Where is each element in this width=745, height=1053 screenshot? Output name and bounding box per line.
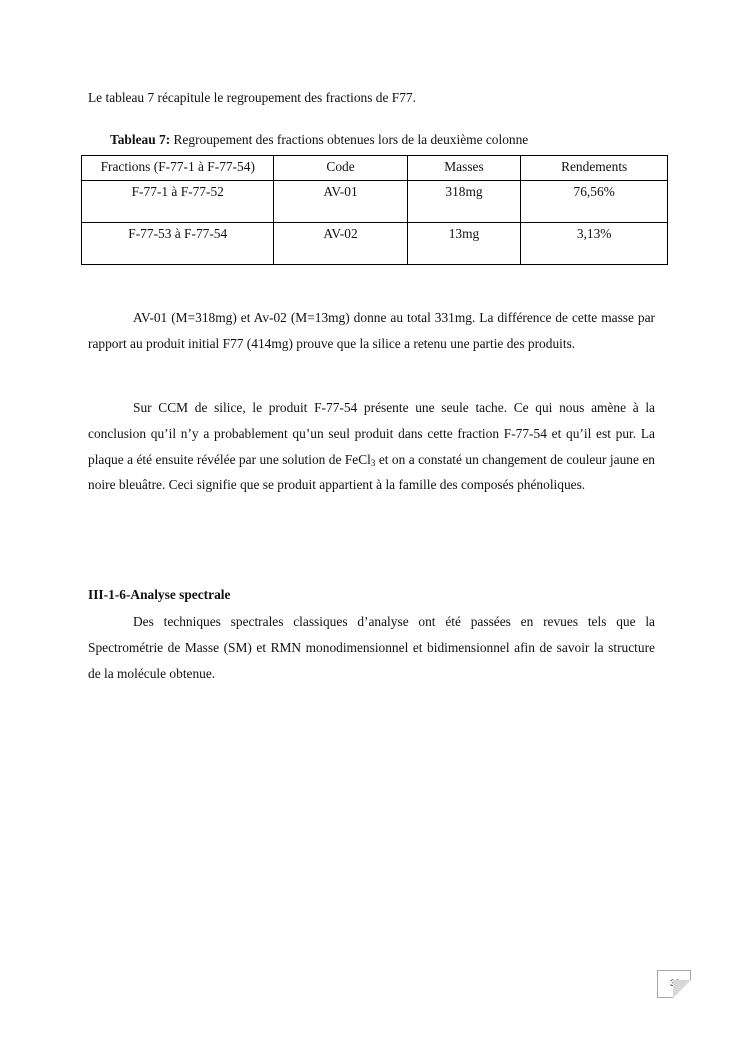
table-row [82,181,668,223]
cell-masses: 13mg [407,223,521,265]
paragraph-ccm [88,395,655,498]
page-number-box [657,970,691,998]
paragraph-ccm-text-end: et on a constaté un changement de couleur jaune en noire bleuâtre. Ceci signifie que se produit appartient à la famille des composés phénoliques. [88,451,655,493]
table-caption [110,131,670,149]
page-curl-icon [673,980,691,998]
header-code: Code [274,156,407,181]
paragraph-total-mass-text: AV-01 (M=318mg) et Av-02 (M=13mg) donne au total 331mg. La différence de cette masse par rapport au produit initial F77 (414mg) prouve que la silice a retenu une partie des produits. [88,310,655,351]
table-row [82,223,668,265]
header-masses: Masses [407,156,521,181]
section-heading: III-1-6-Analyse spectrale [88,587,231,602]
cell-code: AV-01 [274,181,407,223]
fractions-table [81,155,668,265]
cell-fractions: F-77-1 à F-77-52 [82,181,274,223]
intro-text: Le tableau 7 récapitule le regroupement des fractions de F77. [88,90,416,105]
paragraph-spectral-text: Des techniques spectrales classiques d’analyse ont été passées en revues tels que la Spectrométrie de Masse (SM) et RMN monodimensionnel et bidimensionnel afin de savoir la structure de la molécule obtenue. [88,614,655,681]
paragraph-ccm-text: Sur CCM de silice, le produit F-77-54 présente une seule tache. Ce qui nous amène à la conclusion qu’il n’y a probablement qu’un seul produit dans cette fraction F-77-54 et qu’il est pur. La plaque a été ensuite révélée par une solution de FeCl [88,400,655,467]
table-caption-label: Tableau 7: [110,132,171,147]
cell-rendements: 3,13% [521,223,668,265]
cell-masses: 318mg [407,181,521,223]
cell-code: AV-02 [274,223,407,265]
table-header-row [82,156,668,181]
table-caption-text: Regroupement des fractions obtenues lors de la deuxième colonne [170,132,529,147]
subscript-3: 3 [370,457,376,468]
paragraph-total-mass [88,305,655,357]
header-fractions: Fractions (F-77-1 à F-77-54) [82,156,274,181]
header-rendements: Rendements [521,156,668,181]
paragraph-spectral [88,609,655,686]
page-number: 38 [670,978,681,988]
cell-rendements: 76,56% [521,181,668,223]
cell-fractions: F-77-53 à F-77-54 [82,223,274,265]
